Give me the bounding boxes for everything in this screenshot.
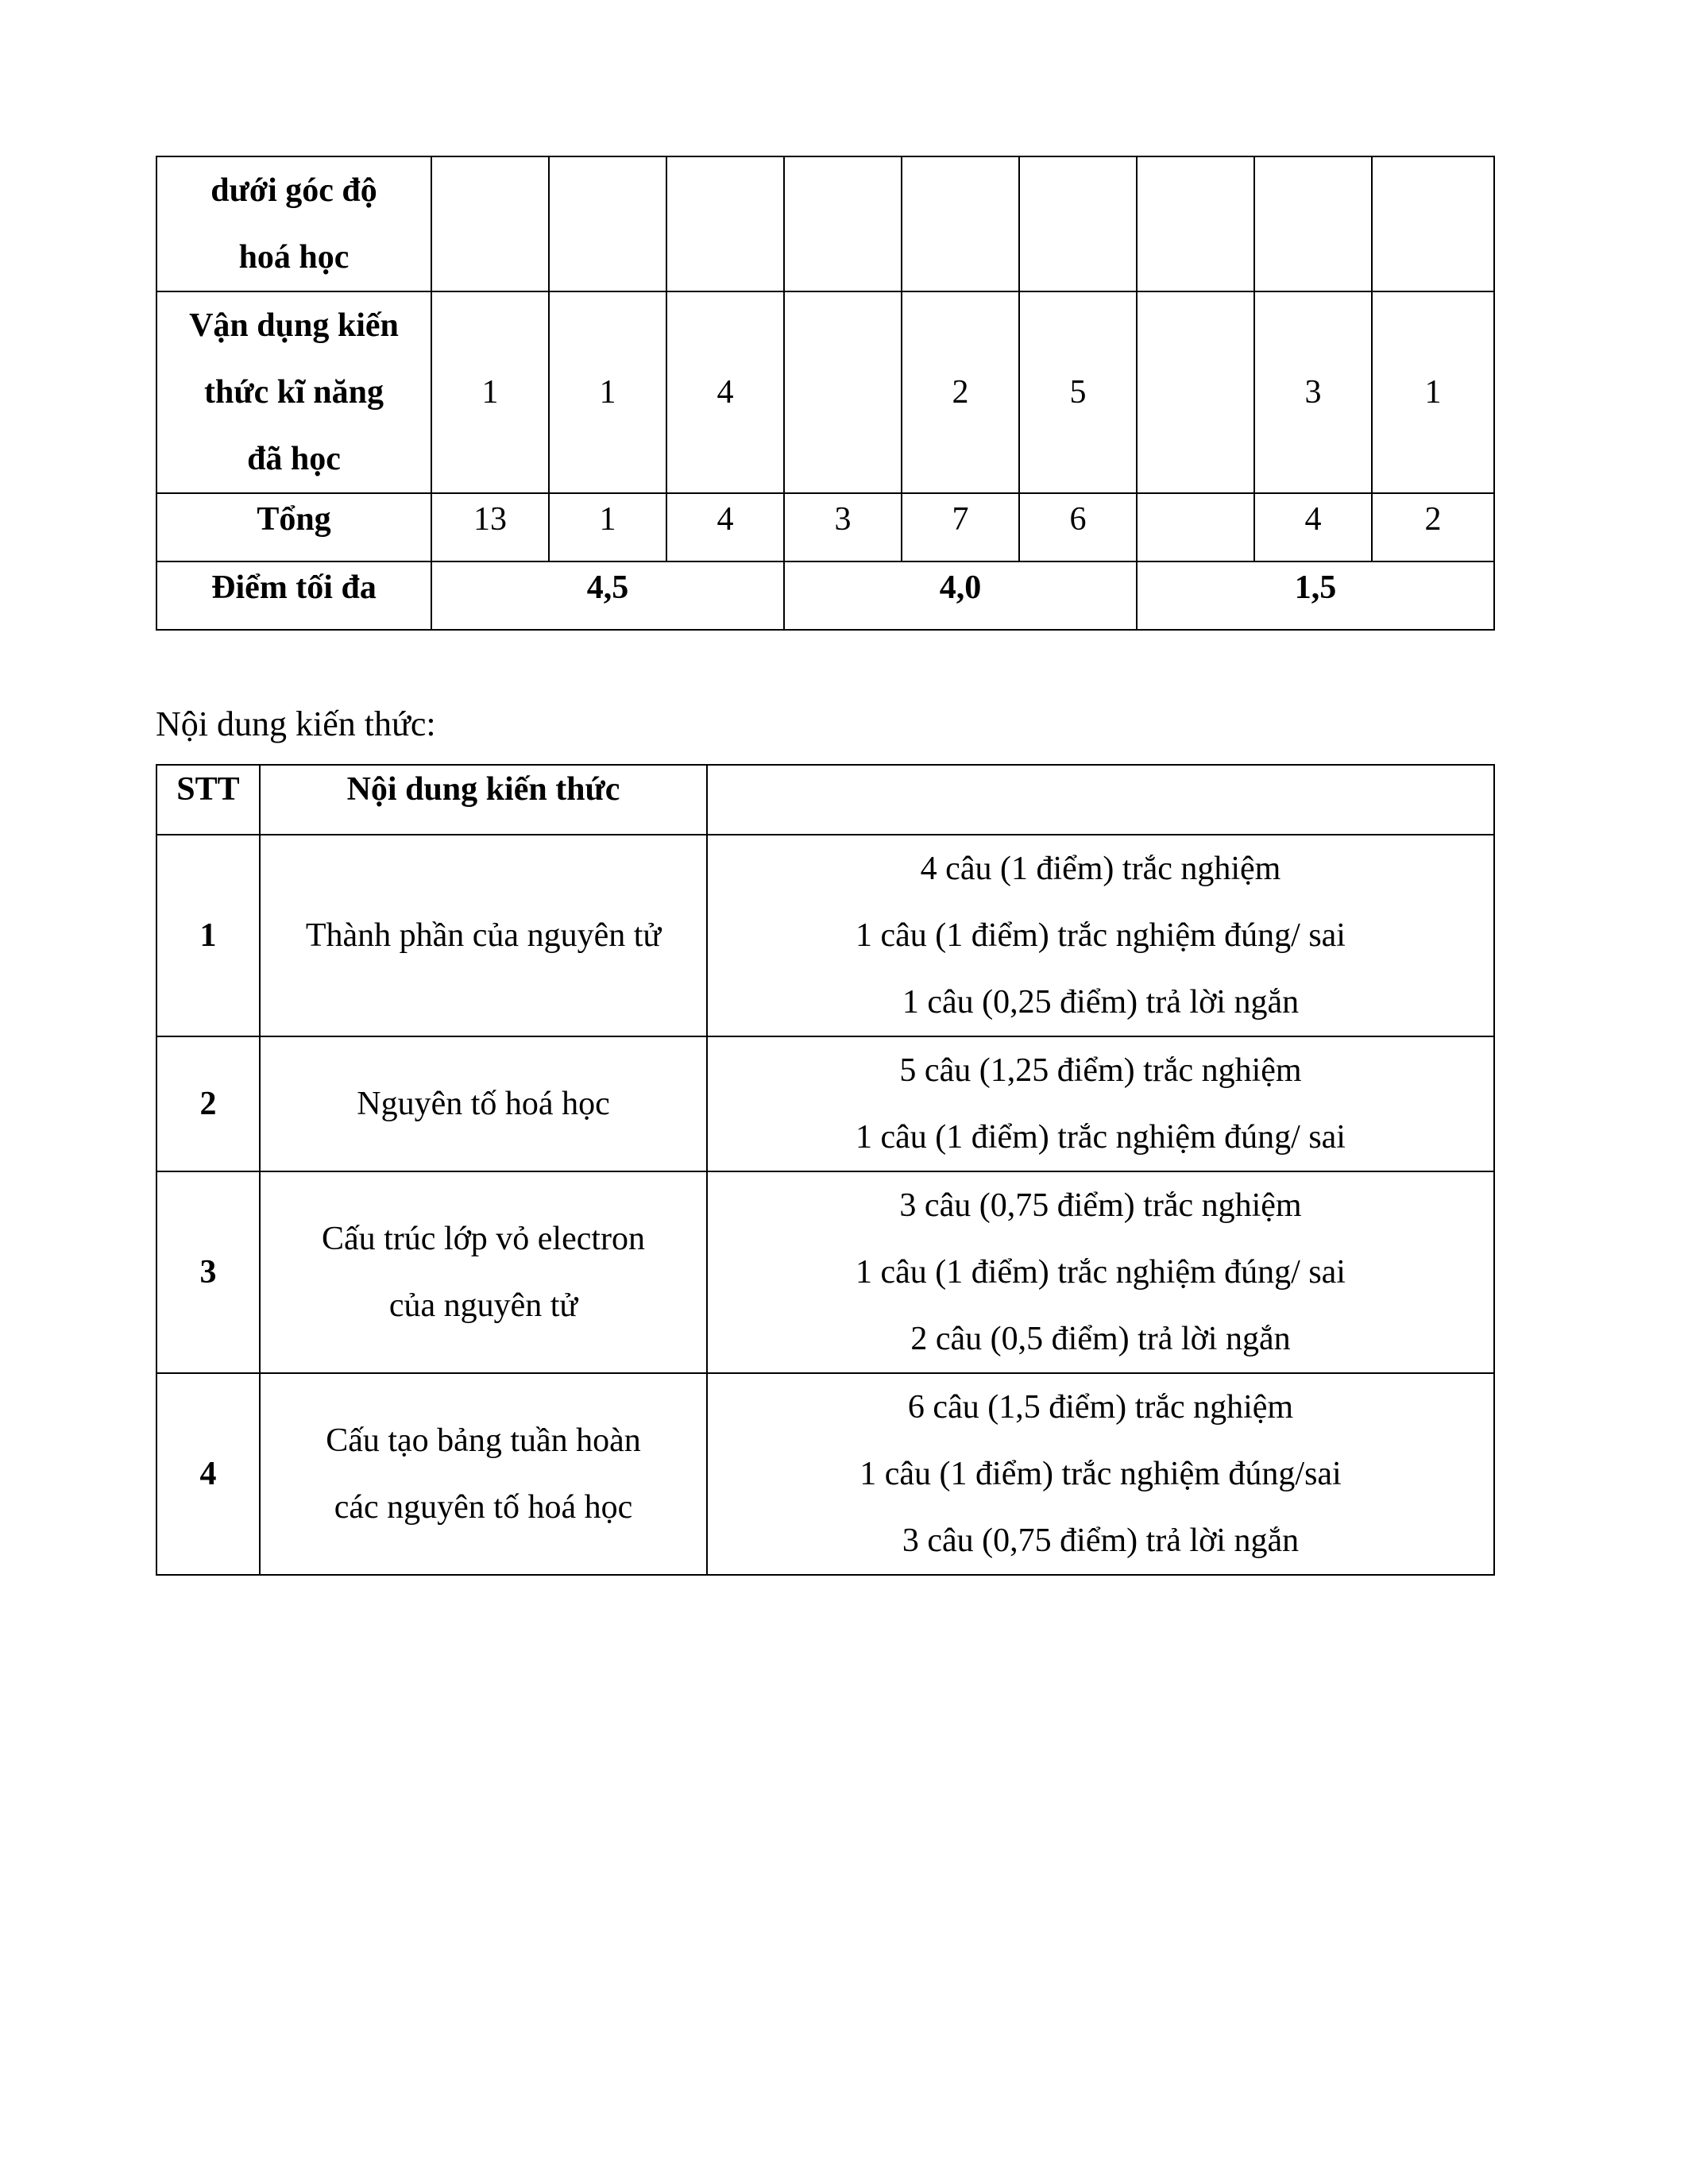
table-cell: 13 (431, 493, 549, 561)
table-cell: 1 (1372, 291, 1494, 493)
table-cell (1372, 156, 1494, 291)
header-detail (707, 765, 1494, 835)
table-cell: 2 (902, 291, 1019, 493)
table-row (156, 1036, 1494, 1171)
table-row (156, 493, 1494, 561)
detail-cell: 5 câu (1,25 điểm) trắc nghiệm 1 câu (1 điểm) trắc nghiệm đúng/ sai (707, 1036, 1494, 1171)
stt-cell: 3 (156, 1171, 260, 1373)
content-table (156, 764, 1495, 1576)
table-cell: 2 (1372, 493, 1494, 561)
table-row (156, 156, 1494, 291)
table-row (156, 1171, 1494, 1373)
header-stt: STT (156, 765, 260, 835)
table-cell (1019, 156, 1137, 291)
table-cell (666, 156, 784, 291)
row-label: dưới góc độ hoá học (156, 156, 431, 291)
table-cell (784, 291, 902, 493)
stt-cell: 1 (156, 835, 260, 1036)
table-cell: 5 (1019, 291, 1137, 493)
row-label: Tổng (156, 493, 431, 561)
table-cell: 3 (784, 493, 902, 561)
table-row (156, 291, 1494, 493)
table-cell (1137, 493, 1254, 561)
row-label: Vận dụng kiến thức kĩ năng đã học (156, 291, 431, 493)
table-cell (549, 156, 666, 291)
table-cell (784, 156, 902, 291)
table-cell: 4 (1254, 493, 1372, 561)
table-cell: 4 (666, 291, 784, 493)
detail-cell: 4 câu (1 điểm) trắc nghiệm 1 câu (1 điểm) trắc nghiệm đúng/ sai 1 câu (0,25 điểm) trả lời ngắn (707, 835, 1494, 1036)
table-cell (1137, 156, 1254, 291)
stt-cell: 4 (156, 1373, 260, 1575)
max-score-value: 4,5 (431, 561, 784, 630)
content-cell: Nguyên tố hoá học (260, 1036, 707, 1171)
max-score-value: 1,5 (1137, 561, 1494, 630)
content-cell: Cấu tạo bảng tuần hoàn các nguyên tố hoá học (260, 1373, 707, 1575)
header-content: Nội dung kiến thức (260, 765, 707, 835)
content-cell: Thành phần của nguyên tử (260, 835, 707, 1036)
content-cell: Cấu trúc lớp vỏ electron của nguyên tử (260, 1171, 707, 1373)
table-header-row (156, 765, 1494, 835)
table-row (156, 1373, 1494, 1575)
table-cell (1137, 291, 1254, 493)
table-cell: 1 (549, 493, 666, 561)
table-cell (431, 156, 549, 291)
max-score-value: 4,0 (784, 561, 1137, 630)
table-cell (902, 156, 1019, 291)
section-label: Nội dung kiến thức: (156, 704, 436, 743)
table-cell: 1 (549, 291, 666, 493)
table-cell: 7 (902, 493, 1019, 561)
table-cell: 4 (666, 493, 784, 561)
max-score-label: Điểm tối đa (156, 561, 431, 630)
table-cell: 6 (1019, 493, 1137, 561)
summary-table (156, 156, 1495, 631)
table-cell: 1 (431, 291, 549, 493)
table-cell: 3 (1254, 291, 1372, 493)
stt-cell: 2 (156, 1036, 260, 1171)
detail-cell: 6 câu (1,5 điểm) trắc nghiệm 1 câu (1 điểm) trắc nghiệm đúng/sai 3 câu (0,75 điểm) trả lời ngắn (707, 1373, 1494, 1575)
detail-cell: 3 câu (0,75 điểm) trắc nghiệm 1 câu (1 điểm) trắc nghiệm đúng/ sai 2 câu (0,5 điểm) trả lời ngắn (707, 1171, 1494, 1373)
table-cell (1254, 156, 1372, 291)
table-row (156, 835, 1494, 1036)
table-row (156, 561, 1494, 630)
